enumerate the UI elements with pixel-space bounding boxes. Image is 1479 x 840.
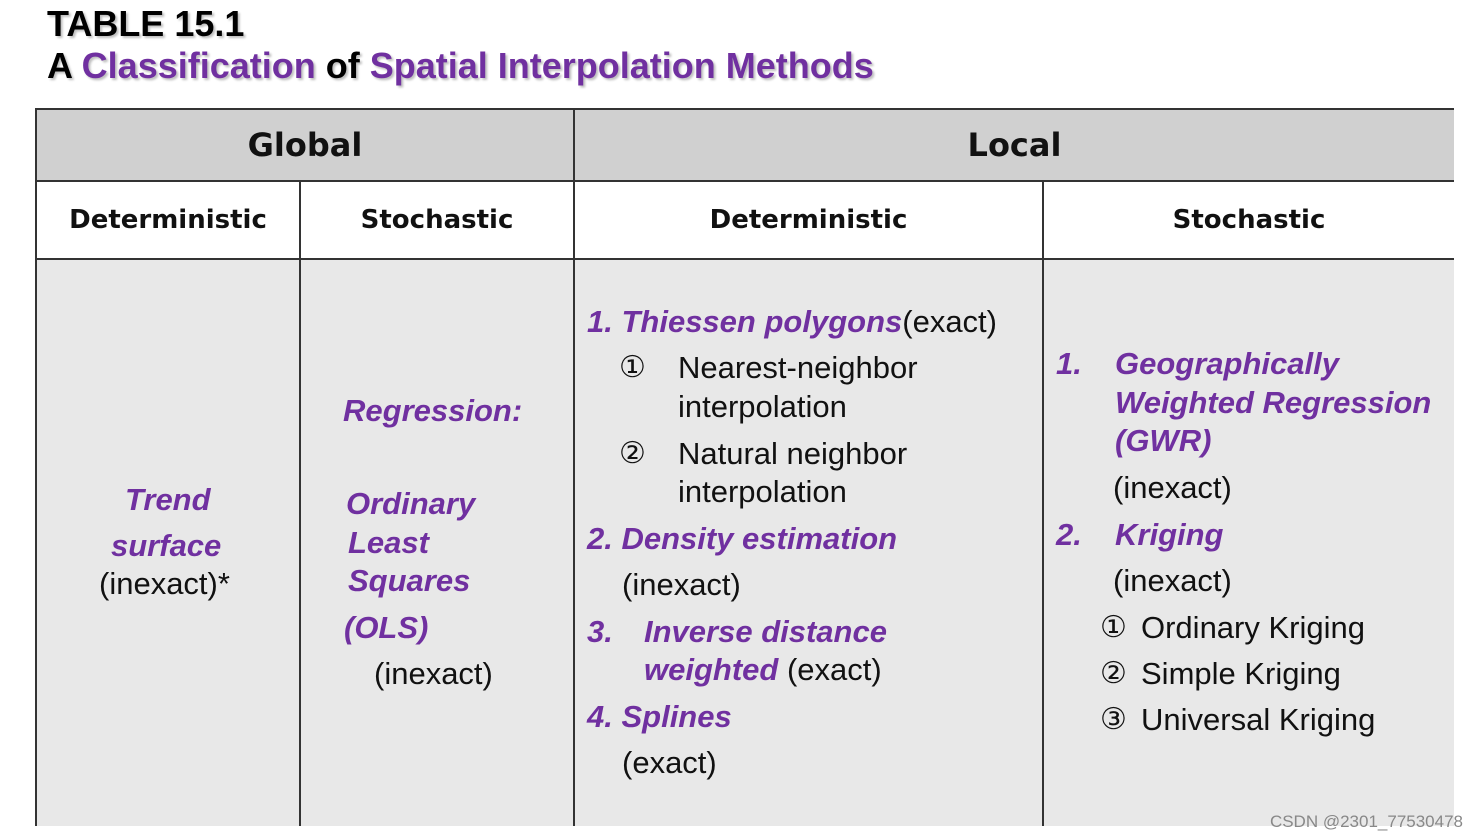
item-name: Inverse distance <box>644 614 887 649</box>
cell-local-stochastic <box>1044 260 1454 826</box>
list-item <box>644 652 882 688</box>
regression-label: Regression: <box>343 393 523 428</box>
item-name: weighted <box>644 652 779 687</box>
item-name: Weighted Regression <box>1115 385 1432 420</box>
item-name: Thiessen polygons <box>621 304 903 339</box>
ols-line-2: Least <box>348 525 429 560</box>
circled-one-icon: ① <box>619 350 646 385</box>
item-note: (inexact) <box>1113 470 1232 505</box>
cell-local-deterministic <box>575 260 1044 826</box>
subitem-line: Universal Kriging <box>1141 702 1376 737</box>
circled-one-icon: ① <box>1100 610 1127 645</box>
subitem-line: interpolation <box>678 474 847 509</box>
ols-note: (inexact) <box>374 656 493 691</box>
list-item: 2. Density estimation <box>587 521 898 556</box>
item-name: Geographically <box>1115 346 1339 381</box>
trend-label-1: Trend <box>125 482 211 517</box>
table-title <box>47 4 874 88</box>
item-name: Kriging <box>1115 517 1224 552</box>
item-note: (exact) <box>778 652 882 687</box>
list-item <box>587 304 997 340</box>
item-number: 1. <box>587 304 622 339</box>
ols-line-1: Ordinary <box>346 486 476 521</box>
header-global: Global <box>37 110 575 182</box>
subitem-line: Ordinary Kriging <box>1141 610 1365 645</box>
header-global-stochastic: Stochastic <box>301 182 575 260</box>
trend-note: (inexact)* <box>99 566 230 601</box>
classification-table <box>35 108 1454 826</box>
item-number: 1. <box>1056 346 1082 381</box>
caption-part: Classification <box>81 45 316 86</box>
ols-line-4: (OLS) <box>344 610 429 645</box>
cell-global-stochastic <box>301 260 575 826</box>
subitem-line: Natural neighbor <box>678 436 908 471</box>
header-global-deterministic: Deterministic <box>37 182 301 260</box>
cell-global-deterministic <box>37 260 301 826</box>
caption-part: Spatial Interpolation Methods <box>369 45 874 86</box>
table-number: TABLE 15.1 <box>47 3 245 44</box>
ols-line-3: Squares <box>348 563 471 598</box>
subitem-line: Nearest-neighbor <box>678 350 918 385</box>
item-number: 3. <box>587 614 613 649</box>
item-note: (exact) <box>902 304 997 339</box>
item-note: (inexact) <box>1113 563 1232 598</box>
subitem-line: interpolation <box>678 389 847 424</box>
header-local: Local <box>575 110 1454 182</box>
trend-label-2: surface <box>111 528 222 563</box>
watermark: CSDN @2301_77530478 <box>1269 812 1463 831</box>
item-note: (inexact) <box>622 567 741 602</box>
list-item: 4. Splines <box>587 699 732 734</box>
circled-three-icon: ③ <box>1100 702 1127 737</box>
header-local-stochastic: Stochastic <box>1044 182 1454 260</box>
circled-two-icon: ② <box>619 436 646 471</box>
item-number: 2. <box>1056 517 1082 552</box>
item-name: (GWR) <box>1115 423 1212 458</box>
header-local-deterministic: Deterministic <box>575 182 1044 260</box>
table-caption <box>47 44 874 88</box>
circled-two-icon: ② <box>1100 656 1127 691</box>
item-note: (exact) <box>622 745 717 780</box>
caption-part: A <box>47 45 82 86</box>
subitem-line: Simple Kriging <box>1141 656 1341 691</box>
caption-part: of <box>315 45 370 86</box>
